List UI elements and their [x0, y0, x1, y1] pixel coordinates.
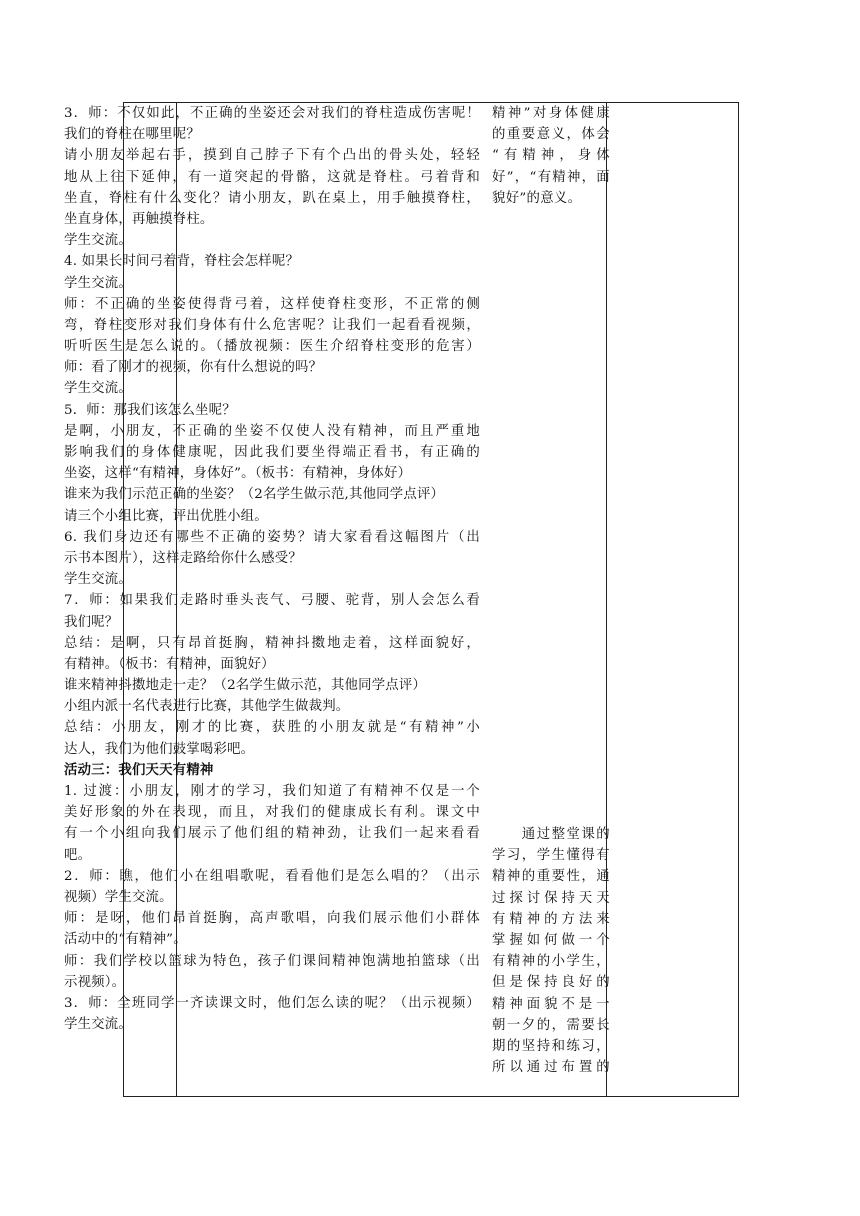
- note-line: 但是保持良好的: [492, 975, 610, 991]
- text-line: 师：我们学校以篮球为特色，孩子们课间精神饱满地拍篮球（出: [64, 953, 480, 969]
- text-line: 6. 我们身边还有哪些不正确的姿势？请大家看看这幅图片（出: [64, 529, 480, 545]
- table-column-notes: [607, 103, 738, 1096]
- text-line: 地从上往下延伸，有一道突起的骨骼，这就是脊柱。弓着背和: [64, 169, 480, 185]
- text-line: 学生交流。: [64, 1017, 132, 1033]
- text-line: 4. 如果长时间弓着背，脊柱会怎样呢？: [64, 254, 300, 270]
- text-line: 学生交流。: [64, 381, 132, 397]
- text-line: 有精神。（板书：有精神，面貌好）: [64, 656, 275, 672]
- text-line: 师：看了刚才的视频，你有什么想说的吗？: [64, 360, 323, 376]
- text-line: 5．师：那我们该怎么坐呢？: [64, 402, 236, 418]
- text-line: 示视频）。: [64, 974, 126, 990]
- note-line: 学习，学生懂得有: [492, 848, 610, 864]
- text-line: 活动三：我们天天有精神: [64, 761, 214, 778]
- text-line: 视频）学生交流。: [64, 889, 173, 905]
- text-line: 是啊，小朋友，不正确的坐姿不仅使人没有精神，而且严重地: [64, 423, 480, 439]
- note-line: 朝一夕的，需要长: [492, 1017, 610, 1033]
- text-line: 3．师：不仅如此，不正确的坐姿还会对我们的脊柱造成伤害呢！: [64, 106, 480, 121]
- text-line: 达人，我们为他们鼓掌喝彩吧。: [64, 741, 255, 757]
- text-line: 坐姿，这样“有精神，身体好”。（板书：有精神，身体好）: [64, 466, 412, 482]
- text-line: 谁来为我们示范正确的坐姿？（2名学生做示范,其他同学点评）: [64, 487, 445, 503]
- text-line: 总结：是啊，只有昂首挺胸，精神抖擞地走着，这样面貌好，: [64, 635, 480, 651]
- note-line: 所以通过布置的: [492, 1060, 610, 1076]
- text-line: 学生交流。: [64, 233, 132, 249]
- note-line: 精神”对身体健康: [492, 106, 610, 121]
- text-line: 学生交流。: [64, 275, 132, 291]
- note-line: 精神的重要性，通: [492, 869, 610, 885]
- text-line: 总结：小朋友，刚才的比赛，获胜的小朋友就是“有精神”小: [64, 720, 480, 736]
- note-line: 貌好”的意义。: [492, 190, 582, 206]
- design-intent-text-top: [492, 103, 610, 209]
- note-line: 掌握如何做一个: [492, 932, 610, 948]
- note-line: 的重要意义，体会: [492, 127, 610, 143]
- text-line: 示书本图片），这样走路给你什么感受？: [64, 550, 302, 566]
- note-line: 期的坚持和练习，: [492, 1038, 610, 1054]
- note-line: 有精神的小学生，: [492, 954, 610, 970]
- note-line: 过探讨保持天天: [492, 890, 610, 906]
- text-line: 师：不正确的坐姿使得背弓着，这样使脊柱变形，不正常的侧: [64, 296, 480, 312]
- note-line: 好”，“有精神，面: [492, 169, 610, 185]
- note-line: 有精神的方法来: [492, 911, 610, 927]
- text-line: 弯，脊柱变形对我们身体有什么危害呢？让我们一起看看视频，: [64, 317, 480, 333]
- design-intent-text-bottom: [492, 824, 610, 1078]
- text-line: 有一个小组向我们展示了他们组的精神劲，让我们一起来看看: [64, 826, 480, 842]
- text-line: 学生交流。: [64, 572, 132, 588]
- text-line: 谁来精神抖擞地走一走？（2名学生做示范，其他同学点评）: [64, 678, 427, 694]
- lesson-process-text: [64, 103, 480, 1035]
- text-line: 活动中的“有精神”。: [64, 932, 187, 948]
- text-line: 我们呢？: [64, 614, 119, 630]
- text-line: 7．师：如果我们走路时垂头丧气、弓腰、驼背，别人会怎么看: [64, 593, 480, 609]
- text-line: 师：是呀，他们昂首挺胸，高声歌唱，向我们展示他们小群体: [64, 911, 480, 927]
- note-line: “有精神，身体: [492, 148, 610, 164]
- text-line: 小组内派一名代表进行比赛，其他学生做裁判。: [64, 699, 350, 715]
- text-line: 坐直身体，再触摸脊柱。: [64, 211, 214, 227]
- text-line: 影响我们的身体健康呢，因此我们要坐得端正看书，有正确的: [64, 445, 480, 460]
- text-line: 请小朋友举起右手，摸到自己脖子下有个凸出的骨头处，轻轻: [64, 148, 480, 164]
- text-line: 请三个小组比赛，评出优胜小组。: [64, 508, 268, 524]
- text-line: 吧。: [64, 847, 92, 863]
- text-line: 1. 过渡：小朋友，刚才的学习，我们知道了有精神不仅是一个: [64, 784, 480, 799]
- text-line: 我们的脊柱在哪里呢？: [64, 127, 200, 143]
- text-line: 美好形象的外在表现，而且，对我们的健康成长有利。课文中: [64, 805, 480, 821]
- text-line: 3．师：全班同学一齐读课文时，他们怎么读的呢？（出示视频）: [64, 995, 480, 1011]
- text-line: 2．师：瞧，他们小在组唱歌呢，看看他们是怎么唱的？（出示: [64, 868, 480, 884]
- text-line: 听听医生是怎么说的。（播放视频：医生介绍脊柱变形的危害）: [64, 339, 480, 355]
- text-line: 坐直，脊柱有什么变化？请小朋友，趴在桌上，用手触摸脊柱，: [64, 190, 480, 206]
- note-line: 通过整堂课的: [492, 827, 610, 842]
- note-line: 精神面貌不是一: [492, 996, 610, 1012]
